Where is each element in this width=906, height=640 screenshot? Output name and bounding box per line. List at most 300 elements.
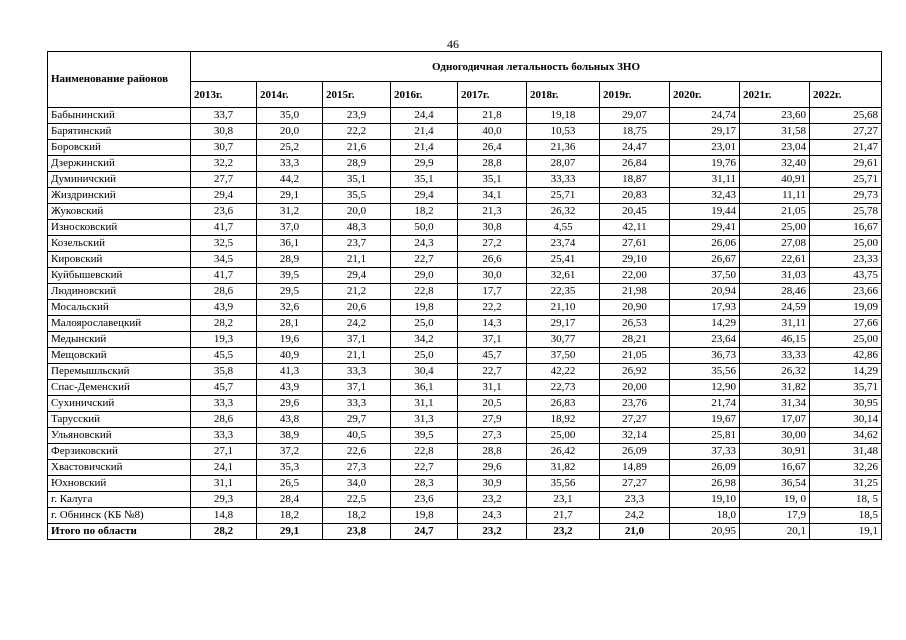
value-cell: 36,1 — [257, 236, 323, 252]
value-cell: 35,56 — [527, 476, 600, 492]
value-cell: 42,86 — [810, 348, 882, 364]
value-cell: 20,0 — [323, 204, 391, 220]
value-cell: 29,0 — [391, 268, 458, 284]
value-cell: 29,07 — [600, 108, 670, 124]
value-cell: 32,26 — [810, 460, 882, 476]
table-row — [48, 428, 882, 444]
value-cell: 32,61 — [527, 268, 600, 284]
table-row — [48, 172, 882, 188]
value-cell: 23,7 — [323, 236, 391, 252]
value-cell: 46,15 — [740, 332, 810, 348]
value-cell: 33,33 — [740, 348, 810, 364]
table-row — [48, 156, 882, 172]
value-cell: 4,55 — [527, 220, 600, 236]
district-name: Людиновский — [48, 284, 191, 300]
value-cell: 37,1 — [323, 380, 391, 396]
value-cell: 31,1 — [458, 380, 527, 396]
value-cell: 28,21 — [600, 332, 670, 348]
value-cell: 33,33 — [527, 172, 600, 188]
value-cell: 32,5 — [191, 236, 257, 252]
value-cell: 42,22 — [527, 364, 600, 380]
value-cell: 31,3 — [391, 412, 458, 428]
value-cell: 25,00 — [810, 332, 882, 348]
value-cell: 26,67 — [670, 252, 740, 268]
value-cell: 29,1 — [257, 188, 323, 204]
value-cell: 25,81 — [670, 428, 740, 444]
value-cell: 18,75 — [600, 124, 670, 140]
value-cell: 28,4 — [257, 492, 323, 508]
value-cell: 35,56 — [670, 364, 740, 380]
table-row — [48, 348, 882, 364]
table-row — [48, 444, 882, 460]
table-row — [48, 268, 882, 284]
value-cell: 39,5 — [391, 428, 458, 444]
value-cell: 35,0 — [257, 108, 323, 124]
value-cell: 35,3 — [257, 460, 323, 476]
value-cell: 12,90 — [670, 380, 740, 396]
value-cell: 30,7 — [191, 140, 257, 156]
value-cell: 44,2 — [257, 172, 323, 188]
table-row — [48, 188, 882, 204]
value-cell: 31,1 — [191, 476, 257, 492]
value-cell: 26,92 — [600, 364, 670, 380]
district-name: Медынский — [48, 332, 191, 348]
year-header: 2020г. — [670, 82, 740, 108]
value-cell: 27,3 — [323, 460, 391, 476]
table-row — [48, 204, 882, 220]
value-cell: 23,3 — [600, 492, 670, 508]
value-cell: 23,8 — [323, 524, 391, 540]
value-cell: 40,91 — [740, 172, 810, 188]
value-cell: 29,7 — [323, 412, 391, 428]
value-cell: 28,9 — [323, 156, 391, 172]
value-cell: 21,4 — [391, 124, 458, 140]
value-cell: 22,7 — [458, 364, 527, 380]
value-cell: 23,6 — [391, 492, 458, 508]
value-cell: 26,06 — [670, 236, 740, 252]
value-cell: 19, 0 — [740, 492, 810, 508]
value-cell: 20,00 — [600, 380, 670, 396]
value-cell: 22,35 — [527, 284, 600, 300]
value-cell: 23,74 — [527, 236, 600, 252]
value-cell: 17,9 — [740, 508, 810, 524]
value-cell: 30,9 — [458, 476, 527, 492]
value-cell: 27,61 — [600, 236, 670, 252]
value-cell: 24,2 — [600, 508, 670, 524]
district-name: Жуковский — [48, 204, 191, 220]
district-name: Жиздринский — [48, 188, 191, 204]
value-cell: 30,95 — [810, 396, 882, 412]
district-name: Тарусский — [48, 412, 191, 428]
value-cell: 32,43 — [670, 188, 740, 204]
value-cell: 45,5 — [191, 348, 257, 364]
value-cell: 31,03 — [740, 268, 810, 284]
value-cell: 29,17 — [527, 316, 600, 332]
district-name: г. Обнинск (КБ №8) — [48, 508, 191, 524]
value-cell: 16,67 — [810, 220, 882, 236]
value-cell: 32,40 — [740, 156, 810, 172]
value-cell: 19,8 — [391, 508, 458, 524]
value-cell: 28,1 — [257, 316, 323, 332]
value-cell: 26,09 — [670, 460, 740, 476]
district-name: Юхновский — [48, 476, 191, 492]
value-cell: 27,27 — [810, 124, 882, 140]
table-row — [48, 220, 882, 236]
value-cell: 27,1 — [191, 444, 257, 460]
value-cell: 21,0 — [600, 524, 670, 540]
value-cell: 22,2 — [323, 124, 391, 140]
value-cell: 35,1 — [458, 172, 527, 188]
value-cell: 45,7 — [191, 380, 257, 396]
value-cell: 41,7 — [191, 220, 257, 236]
value-cell: 20,94 — [670, 284, 740, 300]
table-row — [48, 508, 882, 524]
value-cell: 39,5 — [257, 268, 323, 284]
value-cell: 28,2 — [191, 524, 257, 540]
table-row — [48, 284, 882, 300]
district-column-header: Наименование районов — [48, 52, 191, 108]
value-cell: 37,2 — [257, 444, 323, 460]
value-cell: 25,0 — [391, 316, 458, 332]
value-cell: 29,1 — [257, 524, 323, 540]
value-cell: 24,59 — [740, 300, 810, 316]
value-cell: 18,2 — [257, 508, 323, 524]
value-cell: 20,45 — [600, 204, 670, 220]
value-cell: 18,87 — [600, 172, 670, 188]
value-cell: 11,11 — [740, 188, 810, 204]
value-cell: 42,11 — [600, 220, 670, 236]
value-cell: 18,0 — [670, 508, 740, 524]
value-cell: 31,1 — [391, 396, 458, 412]
table-row — [48, 316, 882, 332]
value-cell: 28,6 — [191, 412, 257, 428]
value-cell: 27,2 — [458, 236, 527, 252]
value-cell: 23,33 — [810, 252, 882, 268]
value-cell: 26,42 — [527, 444, 600, 460]
value-cell: 19,3 — [191, 332, 257, 348]
district-name: Дзержинский — [48, 156, 191, 172]
value-cell: 35,8 — [191, 364, 257, 380]
district-name: Козельский — [48, 236, 191, 252]
district-name: Боровский — [48, 140, 191, 156]
value-cell: 20,1 — [740, 524, 810, 540]
value-cell: 33,3 — [191, 396, 257, 412]
district-name: Мосальский — [48, 300, 191, 316]
value-cell: 23,1 — [527, 492, 600, 508]
value-cell: 28,8 — [458, 444, 527, 460]
value-cell: 20,0 — [257, 124, 323, 140]
year-header: 2018г. — [527, 82, 600, 108]
table-row — [48, 380, 882, 396]
value-cell: 30,8 — [458, 220, 527, 236]
table-row — [48, 412, 882, 428]
table-row — [48, 364, 882, 380]
value-cell: 45,7 — [458, 348, 527, 364]
value-cell: 27,7 — [191, 172, 257, 188]
value-cell: 29,4 — [323, 268, 391, 284]
value-cell: 31,34 — [740, 396, 810, 412]
table-row — [48, 476, 882, 492]
value-cell: 21,36 — [527, 140, 600, 156]
value-cell: 22,5 — [323, 492, 391, 508]
value-cell: 24,1 — [191, 460, 257, 476]
value-cell: 29,5 — [257, 284, 323, 300]
value-cell: 32,2 — [191, 156, 257, 172]
value-cell: 22,7 — [391, 460, 458, 476]
table-row — [48, 396, 882, 412]
district-name: Ферзиковский — [48, 444, 191, 460]
table-row — [48, 460, 882, 476]
value-cell: 21,3 — [458, 204, 527, 220]
value-cell: 23,60 — [740, 108, 810, 124]
value-cell: 33,3 — [323, 364, 391, 380]
value-cell: 24,74 — [670, 108, 740, 124]
value-cell: 36,73 — [670, 348, 740, 364]
value-cell: 43,75 — [810, 268, 882, 284]
value-cell: 41,7 — [191, 268, 257, 284]
value-cell: 33,3 — [323, 396, 391, 412]
value-cell: 29,9 — [391, 156, 458, 172]
value-cell: 32,6 — [257, 300, 323, 316]
value-cell: 48,3 — [323, 220, 391, 236]
value-cell: 37,50 — [527, 348, 600, 364]
year-header: 2015г. — [323, 82, 391, 108]
value-cell: 29,3 — [191, 492, 257, 508]
value-cell: 21,10 — [527, 300, 600, 316]
value-cell: 23,2 — [527, 524, 600, 540]
value-cell: 22,2 — [458, 300, 527, 316]
value-cell: 19,76 — [670, 156, 740, 172]
value-cell: 27,3 — [458, 428, 527, 444]
year-header: 2019г. — [600, 82, 670, 108]
value-cell: 31,82 — [527, 460, 600, 476]
table-body — [48, 108, 882, 540]
value-cell: 43,9 — [191, 300, 257, 316]
value-cell: 31,2 — [257, 204, 323, 220]
value-cell: 30,91 — [740, 444, 810, 460]
district-name: Куйбышевский — [48, 268, 191, 284]
table-row — [48, 236, 882, 252]
value-cell: 30,0 — [458, 268, 527, 284]
value-cell: 34,1 — [458, 188, 527, 204]
value-cell: 21,05 — [740, 204, 810, 220]
value-cell: 29,73 — [810, 188, 882, 204]
value-cell: 25,41 — [527, 252, 600, 268]
value-cell: 41,3 — [257, 364, 323, 380]
value-cell: 18,2 — [391, 204, 458, 220]
district-name: Перемышльский — [48, 364, 191, 380]
value-cell: 23,01 — [670, 140, 740, 156]
value-cell: 20,5 — [458, 396, 527, 412]
value-cell: 22,8 — [391, 444, 458, 460]
value-cell: 23,76 — [600, 396, 670, 412]
value-cell: 21,6 — [323, 140, 391, 156]
value-cell: 34,62 — [810, 428, 882, 444]
value-cell: 23,6 — [191, 204, 257, 220]
district-name: Спас-Деменский — [48, 380, 191, 396]
value-cell: 25,71 — [810, 172, 882, 188]
district-name: Износковский — [48, 220, 191, 236]
value-cell: 35,1 — [391, 172, 458, 188]
value-cell: 27,27 — [600, 476, 670, 492]
table-row — [48, 492, 882, 508]
value-cell: 25,71 — [527, 188, 600, 204]
value-cell: 21,74 — [670, 396, 740, 412]
value-cell: 19,10 — [670, 492, 740, 508]
value-cell: 36,1 — [391, 380, 458, 396]
district-name: г. Калуга — [48, 492, 191, 508]
value-cell: 27,27 — [600, 412, 670, 428]
value-cell: 27,66 — [810, 316, 882, 332]
district-name: Думиничский — [48, 172, 191, 188]
value-cell: 18,5 — [810, 508, 882, 524]
value-cell: 23,64 — [670, 332, 740, 348]
total-label: Итого по области — [48, 524, 191, 540]
value-cell: 21,8 — [458, 108, 527, 124]
value-cell: 29,4 — [191, 188, 257, 204]
value-cell: 20,83 — [600, 188, 670, 204]
value-cell: 22,6 — [323, 444, 391, 460]
value-cell: 35,71 — [810, 380, 882, 396]
value-cell: 28,8 — [458, 156, 527, 172]
value-cell: 31,82 — [740, 380, 810, 396]
value-cell: 29,17 — [670, 124, 740, 140]
value-cell: 18,2 — [323, 508, 391, 524]
value-cell: 40,5 — [323, 428, 391, 444]
value-cell: 10,53 — [527, 124, 600, 140]
value-cell: 30,8 — [191, 124, 257, 140]
value-cell: 21,1 — [323, 348, 391, 364]
value-cell: 23,9 — [323, 108, 391, 124]
lethality-group-header: Одногодичная летальность больных ЗНО — [191, 52, 882, 82]
value-cell: 34,5 — [191, 252, 257, 268]
value-cell: 19,09 — [810, 300, 882, 316]
value-cell: 33,3 — [257, 156, 323, 172]
value-cell: 32,14 — [600, 428, 670, 444]
value-cell: 21,4 — [391, 140, 458, 156]
value-cell: 19,44 — [670, 204, 740, 220]
value-cell: 25,0 — [391, 348, 458, 364]
value-cell: 22,7 — [391, 252, 458, 268]
value-cell: 36,54 — [740, 476, 810, 492]
value-cell: 22,61 — [740, 252, 810, 268]
total-row — [48, 524, 882, 540]
value-cell: 22,00 — [600, 268, 670, 284]
value-cell: 16,67 — [740, 460, 810, 476]
value-cell: 31,25 — [810, 476, 882, 492]
value-cell: 22,8 — [391, 284, 458, 300]
value-cell: 18, 5 — [810, 492, 882, 508]
value-cell: 23,04 — [740, 140, 810, 156]
value-cell: 24,3 — [458, 508, 527, 524]
value-cell: 24,4 — [391, 108, 458, 124]
table-row — [48, 300, 882, 316]
value-cell: 28,9 — [257, 252, 323, 268]
value-cell: 24,2 — [323, 316, 391, 332]
value-cell: 26,83 — [527, 396, 600, 412]
value-cell: 43,8 — [257, 412, 323, 428]
district-name: Барятинский — [48, 124, 191, 140]
district-name: Ульяновский — [48, 428, 191, 444]
value-cell: 14,29 — [670, 316, 740, 332]
value-cell: 14,89 — [600, 460, 670, 476]
table-header-row — [48, 52, 882, 82]
value-cell: 28,6 — [191, 284, 257, 300]
value-cell: 31,11 — [740, 316, 810, 332]
district-name: Кировский — [48, 252, 191, 268]
value-cell: 28,46 — [740, 284, 810, 300]
value-cell: 34,2 — [391, 332, 458, 348]
value-cell: 29,10 — [600, 252, 670, 268]
value-cell: 17,93 — [670, 300, 740, 316]
year-header: 2016г. — [391, 82, 458, 108]
value-cell: 22,73 — [527, 380, 600, 396]
value-cell: 40,0 — [458, 124, 527, 140]
table-row — [48, 332, 882, 348]
value-cell: 35,5 — [323, 188, 391, 204]
value-cell: 31,48 — [810, 444, 882, 460]
value-cell: 33,7 — [191, 108, 257, 124]
value-cell: 28,07 — [527, 156, 600, 172]
value-cell: 37,1 — [323, 332, 391, 348]
value-cell: 20,95 — [670, 524, 740, 540]
value-cell: 37,1 — [458, 332, 527, 348]
value-cell: 35,1 — [323, 172, 391, 188]
value-cell: 37,0 — [257, 220, 323, 236]
value-cell: 31,58 — [740, 124, 810, 140]
value-cell: 27,08 — [740, 236, 810, 252]
value-cell: 21,05 — [600, 348, 670, 364]
value-cell: 19,1 — [810, 524, 882, 540]
value-cell: 19,8 — [391, 300, 458, 316]
value-cell: 34,0 — [323, 476, 391, 492]
value-cell: 24,3 — [391, 236, 458, 252]
table-row — [48, 252, 882, 268]
value-cell: 19,6 — [257, 332, 323, 348]
value-cell: 17,07 — [740, 412, 810, 428]
value-cell: 14,3 — [458, 316, 527, 332]
value-cell: 38,9 — [257, 428, 323, 444]
lethality-table — [47, 51, 882, 540]
value-cell: 30,14 — [810, 412, 882, 428]
year-header: 2021г. — [740, 82, 810, 108]
value-cell: 26,84 — [600, 156, 670, 172]
value-cell: 26,6 — [458, 252, 527, 268]
year-header: 2013г. — [191, 82, 257, 108]
district-name: Мещовский — [48, 348, 191, 364]
value-cell: 28,2 — [191, 316, 257, 332]
value-cell: 21,98 — [600, 284, 670, 300]
value-cell: 30,00 — [740, 428, 810, 444]
table-row — [48, 140, 882, 156]
district-name: Сухиничский — [48, 396, 191, 412]
page-number: 46 — [447, 37, 459, 51]
value-cell: 24,47 — [600, 140, 670, 156]
value-cell: 40,9 — [257, 348, 323, 364]
value-cell: 25,68 — [810, 108, 882, 124]
value-cell: 19,18 — [527, 108, 600, 124]
value-cell: 23,2 — [458, 492, 527, 508]
value-cell: 21,1 — [323, 252, 391, 268]
value-cell: 31,11 — [670, 172, 740, 188]
value-cell: 24,7 — [391, 524, 458, 540]
value-cell: 25,00 — [527, 428, 600, 444]
value-cell: 26,32 — [740, 364, 810, 380]
value-cell: 14,29 — [810, 364, 882, 380]
value-cell: 37,33 — [670, 444, 740, 460]
value-cell: 30,4 — [391, 364, 458, 380]
value-cell: 26,98 — [670, 476, 740, 492]
